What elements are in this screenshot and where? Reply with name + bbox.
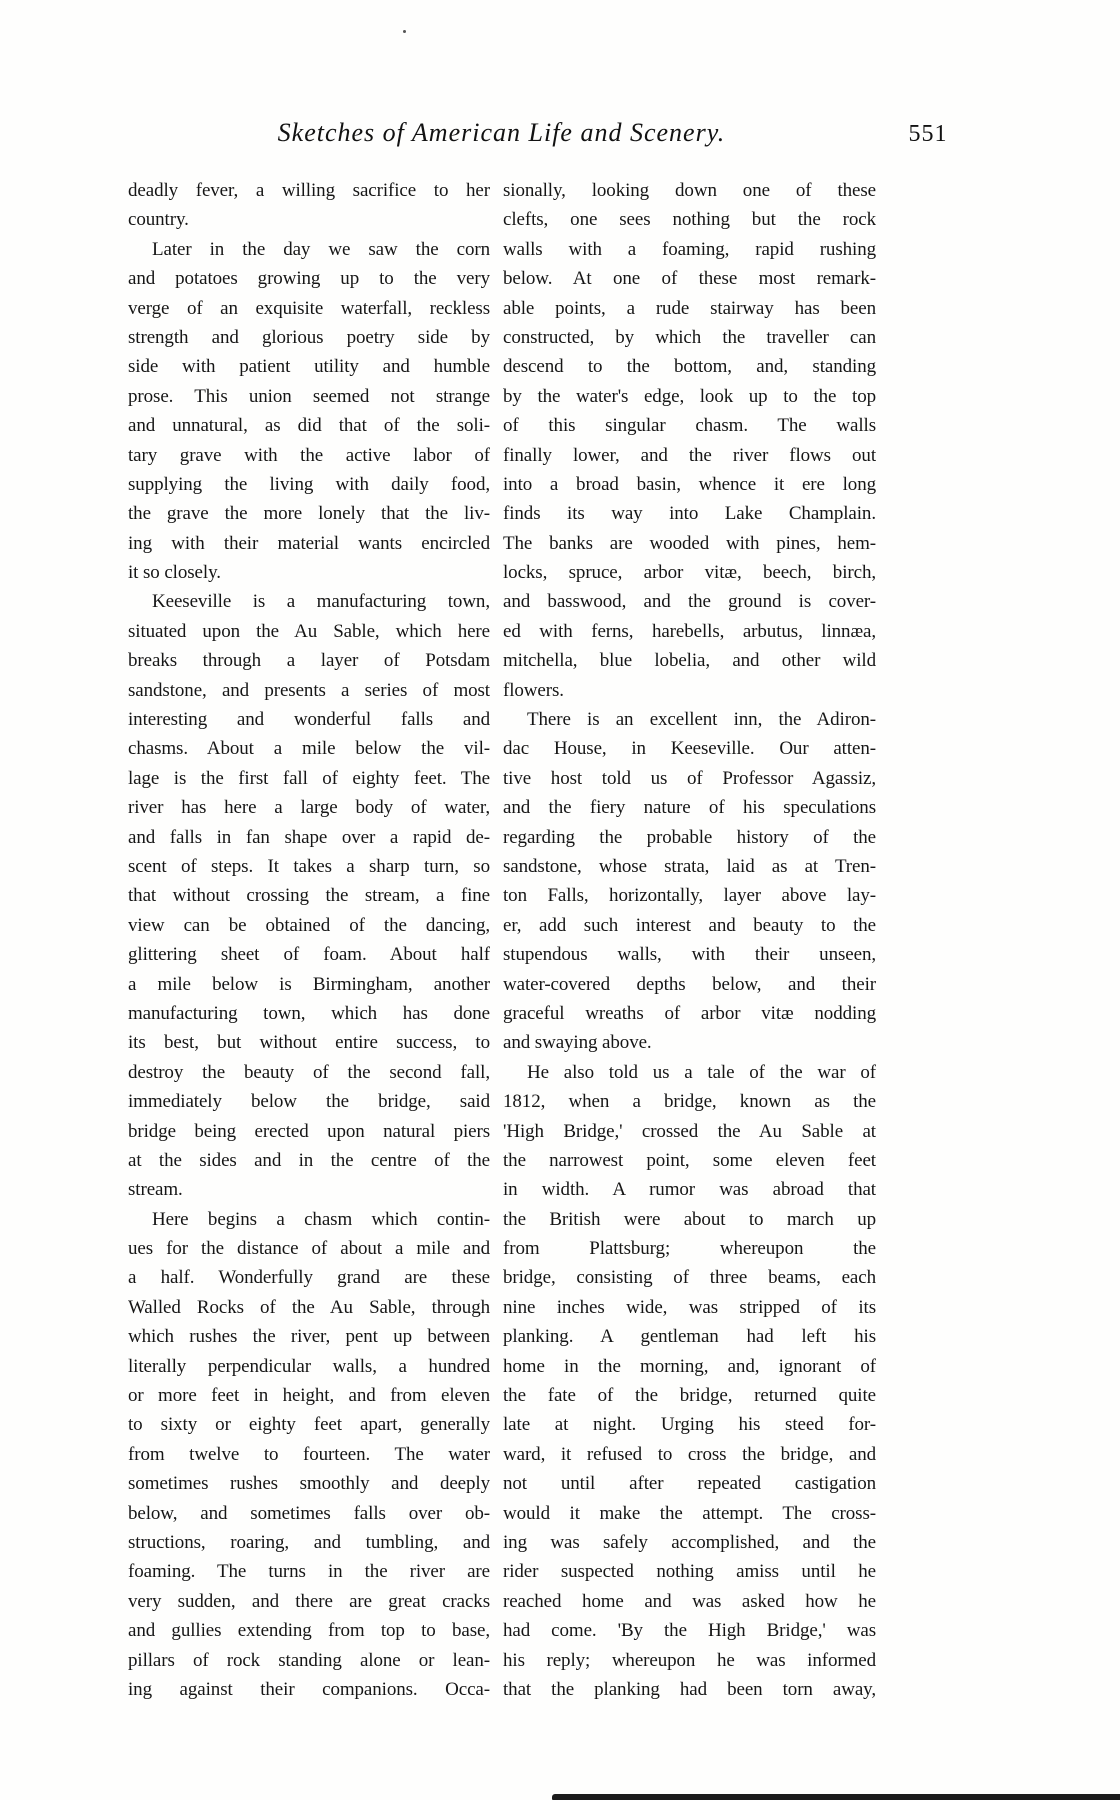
text-line: and gullies extending from top to base, bbox=[128, 1620, 490, 1642]
text-line: from twelve to fourteen. The water bbox=[128, 1443, 490, 1465]
text-line: at the sides and in the centre of the bbox=[128, 1149, 490, 1171]
text-line: sandstone, and presents a series of most bbox=[128, 679, 490, 701]
text-line: or more feet in height, and from eleven bbox=[128, 1385, 490, 1407]
text-line: would it make the attempt. The cross- bbox=[503, 1502, 876, 1524]
text-line: it so closely. bbox=[128, 562, 221, 584]
text-line: the narrowest point, some eleven feet bbox=[503, 1149, 876, 1171]
text-line: late at night. Urging his steed for- bbox=[503, 1414, 876, 1436]
text-line: immediately below the bridge, said bbox=[128, 1091, 490, 1113]
text-line: literally perpendicular walls, a hundred bbox=[128, 1355, 490, 1377]
text-line: country. bbox=[128, 209, 189, 231]
text-line: destroy the beauty of the second fall, bbox=[128, 1061, 490, 1083]
text-line: structions, roaring, and tumbling, and bbox=[128, 1531, 490, 1553]
text-line: very sudden, and there are great cracks bbox=[128, 1590, 490, 1612]
text-line: He also told us a tale of the war of bbox=[527, 1061, 876, 1083]
text-line: below. At one of these most remark- bbox=[503, 268, 876, 290]
text-line: and basswood, and the ground is cover- bbox=[503, 591, 876, 613]
text-line: ues for the distance of about a mile and bbox=[128, 1238, 490, 1260]
text-line: planking. A gentleman had left his bbox=[503, 1326, 876, 1348]
text-line: in width. A rumor was abroad that bbox=[503, 1179, 876, 1201]
text-line: of this singular chasm. The walls bbox=[503, 415, 876, 437]
text-line: side with patient utility and humble bbox=[128, 356, 490, 378]
text-line: Here begins a chasm which contin- bbox=[152, 1208, 490, 1230]
text-line: graceful wreaths of arbor vitæ nodding bbox=[503, 1002, 876, 1024]
text-line: ward, it refused to cross the bridge, and bbox=[503, 1443, 876, 1465]
text-line: strength and glorious poetry side by bbox=[128, 326, 490, 348]
text-line: ed with ferns, harebells, arbutus, linnæa, bbox=[503, 620, 876, 642]
text-line: by the water's edge, look up to the top bbox=[503, 385, 876, 407]
text-line: and unnatural, as did that of the soli- bbox=[128, 415, 490, 437]
text-line: and potatoes growing up to the very bbox=[128, 268, 490, 290]
text-line: sandstone, whose strata, laid as at Tren- bbox=[503, 855, 876, 877]
text-line: bridge being erected upon natural piers bbox=[128, 1120, 490, 1142]
text-line: below, and sometimes falls over ob- bbox=[128, 1502, 490, 1524]
text-line: and falls in fan shape over a rapid de- bbox=[128, 826, 490, 848]
text-line: constructed, by which the traveller can bbox=[503, 326, 876, 348]
text-line: rider suspected nothing amiss until he bbox=[503, 1561, 876, 1583]
text-line: a mile below is Birmingham, another bbox=[128, 973, 490, 995]
text-line: and the fiery nature of his speculations bbox=[503, 797, 876, 819]
text-line: from Plattsburg; whereupon the bbox=[503, 1238, 876, 1260]
text-line: finally lower, and the river flows out bbox=[503, 444, 876, 466]
text-line: its best, but without entire success, to bbox=[128, 1032, 490, 1054]
text-line: that the planking had been torn away, bbox=[503, 1678, 876, 1700]
text-line: locks, spruce, arbor vitæ, beech, birch, bbox=[503, 562, 876, 584]
text-line: er, add such interest and beauty to the bbox=[503, 914, 876, 936]
text-columns bbox=[128, 176, 876, 1704]
text-line: deadly fever, a willing sacrifice to her bbox=[128, 180, 490, 201]
text-line: ton Falls, horizontally, layer above lay- bbox=[503, 885, 876, 907]
text-line: 'High Bridge,' crossed the Au Sable at bbox=[503, 1120, 876, 1142]
text-line: river has here a large body of water, bbox=[128, 797, 490, 819]
text-line: ing was safely accomplished, and the bbox=[503, 1531, 876, 1553]
text-line: which rushes the river, pent up between bbox=[128, 1326, 490, 1348]
text-line: able points, a rude stairway has been bbox=[503, 297, 876, 319]
text-line: foaming. The turns in the river are bbox=[128, 1561, 490, 1583]
text-line: his reply; whereupon he was informed bbox=[503, 1649, 876, 1671]
text-line: finds its way into Lake Champlain. bbox=[503, 503, 876, 525]
text-line: 1812, when a bridge, known as the bbox=[503, 1091, 876, 1113]
text-line: nine inches wide, was stripped of its bbox=[503, 1296, 876, 1318]
text-line: not until after repeated castigation bbox=[503, 1473, 876, 1495]
text-line: regarding the probable history of the bbox=[503, 826, 876, 848]
column-left bbox=[128, 176, 490, 1704]
text-line: There is an excellent inn, the Adiron- bbox=[527, 709, 876, 731]
scan-edge-artifact bbox=[552, 1794, 1120, 1800]
running-header-title: Sketches of American Life and Scenery. bbox=[277, 118, 726, 147]
text-line: the fate of the bridge, returned quite bbox=[503, 1385, 876, 1407]
text-line: a half. Wonderfully grand are these bbox=[128, 1267, 490, 1289]
text-line: tary grave with the active labor of bbox=[128, 444, 490, 466]
text-line: stupendous walls, with their unseen, bbox=[503, 944, 876, 966]
text-line: Later in the day we saw the corn bbox=[152, 238, 490, 260]
text-line: reached home and was asked how he bbox=[503, 1590, 876, 1612]
text-line: tive host told us of Professor Agassiz, bbox=[503, 767, 876, 789]
text-line: dac House, in Keeseville. Our atten- bbox=[503, 738, 876, 760]
text-line: bridge, consisting of three beams, each bbox=[503, 1267, 876, 1289]
text-line: the British were about to march up bbox=[503, 1208, 876, 1230]
text-line: that without crossing the stream, a fine bbox=[128, 885, 490, 907]
text-line: into a broad basin, whence it ere long bbox=[503, 473, 876, 495]
text-line: clefts, one sees nothing but the rock bbox=[503, 209, 876, 231]
scan-dot-artifact bbox=[403, 30, 406, 33]
text-line: descend to the bottom, and, standing bbox=[503, 356, 876, 378]
text-line: prose. This union seemed not strange bbox=[128, 385, 490, 407]
text-line: situated upon the Au Sable, which here bbox=[128, 620, 490, 642]
text-line: scent of steps. It takes a sharp turn, so bbox=[128, 855, 490, 877]
text-line: sionally, looking down one of these bbox=[503, 180, 876, 201]
text-line: stream. bbox=[128, 1179, 183, 1201]
text-line: had come. 'By the High Bridge,' was bbox=[503, 1620, 876, 1642]
text-line: lage is the first fall of eighty feet. The bbox=[128, 767, 490, 789]
text-line: glittering sheet of foam. About half bbox=[128, 944, 490, 966]
page-number: 551 bbox=[908, 121, 948, 147]
text-line: water-covered depths below, and their bbox=[503, 973, 876, 995]
column-right bbox=[503, 176, 876, 1704]
text-line: walls with a foaming, rapid rushing bbox=[503, 238, 876, 260]
text-line: chasms. About a mile below the vil- bbox=[128, 738, 490, 760]
text-line: flowers. bbox=[503, 679, 564, 701]
text-line: Keeseville is a manufacturing town, bbox=[152, 591, 490, 613]
text-line: to sixty or eighty feet apart, generally bbox=[128, 1414, 490, 1436]
text-line: pillars of rock standing alone or lean- bbox=[128, 1649, 490, 1671]
text-line: sometimes rushes smoothly and deeply bbox=[128, 1473, 490, 1495]
text-line: The banks are wooded with pines, hem- bbox=[503, 532, 876, 554]
text-line: and swaying above. bbox=[503, 1032, 652, 1054]
text-line: mitchella, blue lobelia, and other wild bbox=[503, 650, 876, 672]
text-line: ing with their material wants encircled bbox=[128, 532, 490, 554]
text-line: interesting and wonderful falls and bbox=[128, 709, 490, 731]
text-line: the grave the more lonely that the liv- bbox=[128, 503, 490, 525]
text-line: view can be obtained of the dancing, bbox=[128, 914, 490, 936]
text-line: home in the morning, and, ignorant of bbox=[503, 1355, 876, 1377]
text-line: ing against their companions. Occa- bbox=[128, 1678, 490, 1700]
text-line: breaks through a layer of Potsdam bbox=[128, 650, 490, 672]
text-line: supplying the living with daily food, bbox=[128, 473, 490, 495]
text-line: Walled Rocks of the Au Sable, through bbox=[128, 1296, 490, 1318]
text-line: verge of an exquisite waterfall, reckless bbox=[128, 297, 490, 319]
text-line: manufacturing town, which has done bbox=[128, 1002, 490, 1024]
